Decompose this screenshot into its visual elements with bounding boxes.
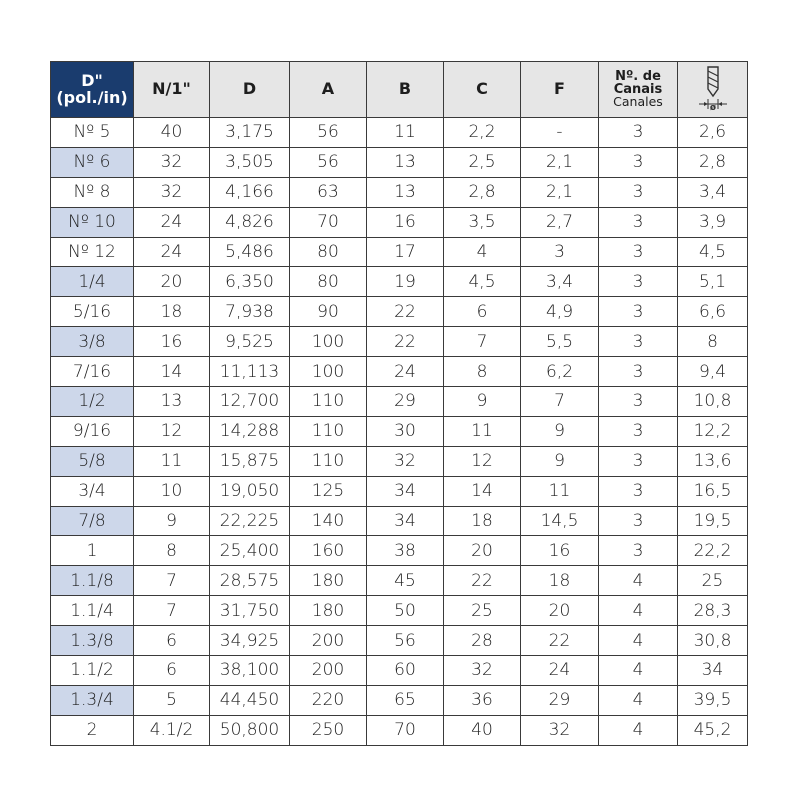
cell-length-c: 28: [444, 626, 521, 656]
cell-length-f: 2,1: [521, 147, 599, 177]
cell-length-a: 140: [290, 506, 367, 536]
cell-length-a: 100: [290, 357, 367, 387]
cell-length-a: 200: [290, 626, 367, 656]
table-row: [51, 656, 748, 686]
cell-flutes: 4: [599, 685, 678, 715]
cell-size: 1: [51, 536, 134, 566]
header-canais-line2: Canais: [613, 82, 663, 98]
cell-length-f: 22: [521, 626, 599, 656]
cell-diameter-mm: 34,925: [210, 626, 290, 656]
table-header: [51, 62, 748, 118]
cell-diameter-mm: 28,575: [210, 566, 290, 596]
cell-drill-diameter: 5,1: [678, 267, 748, 297]
cell-length-f: 11: [521, 476, 599, 506]
cell-flutes: 3: [599, 506, 678, 536]
cell-length-b: 38: [367, 536, 444, 566]
cell-length-f: 18: [521, 566, 599, 596]
cell-diameter-mm: 9,525: [210, 327, 290, 357]
cell-threads-per-inch: 9: [134, 506, 210, 536]
cell-drill-diameter: 6,6: [678, 297, 748, 327]
cell-diameter-mm: 4,166: [210, 177, 290, 207]
cell-drill-diameter: 45,2: [678, 715, 748, 745]
cell-length-c: 36: [444, 685, 521, 715]
cell-threads-per-inch: 13: [134, 387, 210, 417]
table-row: [51, 207, 748, 237]
cell-diameter-mm: 5,486: [210, 237, 290, 267]
cell-length-b: 34: [367, 506, 444, 536]
cell-diameter-mm: 14,288: [210, 416, 290, 446]
cell-length-a: 160: [290, 536, 367, 566]
cell-size: 1.1/2: [51, 656, 134, 686]
cell-drill-diameter: 16,5: [678, 476, 748, 506]
cell-size: Nº 8: [51, 177, 134, 207]
cell-threads-per-inch: 6: [134, 626, 210, 656]
cell-length-f: 5,5: [521, 327, 599, 357]
cell-threads-per-inch: 18: [134, 297, 210, 327]
cell-length-c: 9: [444, 387, 521, 417]
cell-threads-per-inch: 6: [134, 656, 210, 686]
cell-drill-diameter: 28,3: [678, 596, 748, 626]
cell-length-c: 14: [444, 476, 521, 506]
cell-length-c: 32: [444, 656, 521, 686]
cell-length-c: 8: [444, 357, 521, 387]
cell-diameter-mm: 6,350: [210, 267, 290, 297]
header-pol-in-label: (pol./in): [56, 87, 128, 107]
table-body: [51, 118, 748, 746]
cell-threads-per-inch: 40: [134, 118, 210, 148]
cell-flutes: 4: [599, 596, 678, 626]
cell-length-b: 19: [367, 267, 444, 297]
table-row: [51, 387, 748, 417]
cell-length-c: 18: [444, 506, 521, 536]
cell-diameter-mm: 15,875: [210, 446, 290, 476]
cell-length-a: 180: [290, 566, 367, 596]
cell-diameter-mm: 3,175: [210, 118, 290, 148]
cell-length-a: 180: [290, 596, 367, 626]
cell-flutes: 4: [599, 566, 678, 596]
table-row: [51, 237, 748, 267]
cell-length-a: 110: [290, 446, 367, 476]
cell-length-a: 63: [290, 177, 367, 207]
table-row: [51, 446, 748, 476]
table-row: [51, 596, 748, 626]
cell-length-b: 70: [367, 715, 444, 745]
cell-length-a: 80: [290, 267, 367, 297]
cell-length-f: 32: [521, 715, 599, 745]
cell-drill-diameter: 22,2: [678, 536, 748, 566]
header-a: A: [290, 62, 367, 118]
table-row: [51, 506, 748, 536]
cell-flutes: 3: [599, 237, 678, 267]
table-row: [51, 147, 748, 177]
cell-diameter-mm: 11,113: [210, 357, 290, 387]
cell-size: 1/2: [51, 387, 134, 417]
cell-length-c: 4: [444, 237, 521, 267]
cell-diameter-mm: 3,505: [210, 147, 290, 177]
cell-length-f: 2,7: [521, 207, 599, 237]
cell-size: Nº 12: [51, 237, 134, 267]
cell-length-a: 56: [290, 147, 367, 177]
cell-threads-per-inch: 5: [134, 685, 210, 715]
cell-size: 9/16: [51, 416, 134, 446]
cell-length-b: 22: [367, 327, 444, 357]
cell-length-b: 16: [367, 207, 444, 237]
table-row: [51, 416, 748, 446]
cell-length-b: 60: [367, 656, 444, 686]
cell-threads-per-inch: 20: [134, 267, 210, 297]
cell-length-f: 6,2: [521, 357, 599, 387]
cell-length-a: 220: [290, 685, 367, 715]
cell-size: 3/8: [51, 327, 134, 357]
cell-drill-diameter: 2,6: [678, 118, 748, 148]
cell-diameter-mm: 12,700: [210, 387, 290, 417]
cell-length-f: 24: [521, 656, 599, 686]
cell-length-f: 29: [521, 685, 599, 715]
header-canais: [599, 62, 678, 118]
table-row: [51, 566, 748, 596]
cell-diameter-mm: 7,938: [210, 297, 290, 327]
cell-drill-diameter: 3,9: [678, 207, 748, 237]
header-canales: Canales: [613, 94, 663, 110]
cell-threads-per-inch: 24: [134, 237, 210, 267]
header-d-label: D": [81, 70, 103, 90]
cell-diameter-mm: 25,400: [210, 536, 290, 566]
cell-threads-per-inch: 12: [134, 416, 210, 446]
table-row: [51, 536, 748, 566]
cell-length-a: 110: [290, 387, 367, 417]
cell-drill-diameter: 30,8: [678, 626, 748, 656]
cell-length-f: 9: [521, 446, 599, 476]
cell-length-c: 22: [444, 566, 521, 596]
cell-size: 1.3/4: [51, 685, 134, 715]
cell-threads-per-inch: 32: [134, 147, 210, 177]
cell-flutes: 3: [599, 327, 678, 357]
cell-drill-diameter: 19,5: [678, 506, 748, 536]
cell-length-b: 30: [367, 416, 444, 446]
cell-size: 3/4: [51, 476, 134, 506]
cell-drill-diameter: 3,4: [678, 177, 748, 207]
cell-threads-per-inch: 10: [134, 476, 210, 506]
cell-length-c: 4,5: [444, 267, 521, 297]
cell-length-b: 17: [367, 237, 444, 267]
cell-threads-per-inch: 16: [134, 327, 210, 357]
cell-threads-per-inch: 4.1/2: [134, 715, 210, 745]
header-d: D: [210, 62, 290, 118]
cell-size: 1/4: [51, 267, 134, 297]
cell-flutes: 3: [599, 357, 678, 387]
cell-length-c: 40: [444, 715, 521, 745]
cell-size: 1.3/8: [51, 626, 134, 656]
cell-diameter-mm: 38,100: [210, 656, 290, 686]
diameter-symbol: ø: [709, 102, 716, 111]
cell-length-f: 16: [521, 536, 599, 566]
cell-length-a: 200: [290, 656, 367, 686]
cell-flutes: 3: [599, 387, 678, 417]
cell-length-c: 25: [444, 596, 521, 626]
cell-threads-per-inch: 11: [134, 446, 210, 476]
cell-threads-per-inch: 24: [134, 207, 210, 237]
cell-size: 7/8: [51, 506, 134, 536]
cell-threads-per-inch: 8: [134, 536, 210, 566]
cell-threads-per-inch: 7: [134, 566, 210, 596]
header-c: C: [444, 62, 521, 118]
cell-flutes: 3: [599, 147, 678, 177]
cell-length-c: 11: [444, 416, 521, 446]
tap-spec-table: [50, 61, 748, 746]
cell-diameter-mm: 50,800: [210, 715, 290, 745]
cell-size: 2: [51, 715, 134, 745]
cell-diameter-mm: 4,826: [210, 207, 290, 237]
cell-length-f: 3: [521, 237, 599, 267]
cell-threads-per-inch: 7: [134, 596, 210, 626]
cell-flutes: 4: [599, 626, 678, 656]
cell-drill-diameter: 9,4: [678, 357, 748, 387]
cell-length-b: 13: [367, 147, 444, 177]
cell-length-a: 110: [290, 416, 367, 446]
cell-drill-diameter: 12,2: [678, 416, 748, 446]
cell-drill-diameter: 25: [678, 566, 748, 596]
cell-drill-diameter: 4,5: [678, 237, 748, 267]
cell-length-b: 11: [367, 118, 444, 148]
cell-size: Nº 10: [51, 207, 134, 237]
cell-drill-diameter: 10,8: [678, 387, 748, 417]
cell-flutes: 3: [599, 177, 678, 207]
cell-length-b: 50: [367, 596, 444, 626]
cell-length-b: 24: [367, 357, 444, 387]
cell-length-f: 2,1: [521, 177, 599, 207]
cell-length-a: 125: [290, 476, 367, 506]
cell-length-a: 70: [290, 207, 367, 237]
header-drill-diameter: [678, 62, 748, 118]
cell-length-c: 2,5: [444, 147, 521, 177]
table-row: [51, 118, 748, 148]
cell-length-b: 22: [367, 297, 444, 327]
cell-length-c: 6: [444, 297, 521, 327]
cell-length-f: -: [521, 118, 599, 148]
cell-length-c: 12: [444, 446, 521, 476]
cell-size: Nº 5: [51, 118, 134, 148]
cell-length-c: 7: [444, 327, 521, 357]
cell-drill-diameter: 34: [678, 656, 748, 686]
table-row: [51, 715, 748, 745]
header-d-pol-in: [51, 62, 134, 118]
cell-length-c: 2,2: [444, 118, 521, 148]
table-row: [51, 177, 748, 207]
cell-length-b: 13: [367, 177, 444, 207]
cell-threads-per-inch: 14: [134, 357, 210, 387]
cell-flutes: 3: [599, 446, 678, 476]
cell-length-c: 3,5: [444, 207, 521, 237]
cell-length-f: 4,9: [521, 297, 599, 327]
cell-length-c: 20: [444, 536, 521, 566]
cell-flutes: 3: [599, 207, 678, 237]
cell-diameter-mm: 22,225: [210, 506, 290, 536]
cell-length-a: 56: [290, 118, 367, 148]
cell-size: 1.1/8: [51, 566, 134, 596]
table-row: [51, 685, 748, 715]
cell-drill-diameter: 13,6: [678, 446, 748, 476]
cell-length-f: 3,4: [521, 267, 599, 297]
cell-length-b: 56: [367, 626, 444, 656]
cell-length-c: 2,8: [444, 177, 521, 207]
cell-flutes: 3: [599, 267, 678, 297]
cell-length-f: 20: [521, 596, 599, 626]
cell-diameter-mm: 44,450: [210, 685, 290, 715]
cell-size: Nº 6: [51, 147, 134, 177]
cell-flutes: 3: [599, 416, 678, 446]
drill-diameter-icon: [693, 65, 733, 111]
header-canais-line1: Nº. de: [615, 69, 661, 85]
cell-flutes: 3: [599, 476, 678, 506]
cell-size: 5/8: [51, 446, 134, 476]
table-row: [51, 357, 748, 387]
cell-length-a: 100: [290, 327, 367, 357]
cell-length-b: 32: [367, 446, 444, 476]
cell-drill-diameter: 8: [678, 327, 748, 357]
cell-diameter-mm: 19,050: [210, 476, 290, 506]
table-row: [51, 327, 748, 357]
table-row: [51, 476, 748, 506]
cell-diameter-mm: 31,750: [210, 596, 290, 626]
header-n: N/1": [134, 62, 210, 118]
cell-size: 5/16: [51, 297, 134, 327]
cell-length-f: 9: [521, 416, 599, 446]
cell-flutes: 3: [599, 536, 678, 566]
cell-size: 1.1/4: [51, 596, 134, 626]
cell-flutes: 4: [599, 715, 678, 745]
table-row: [51, 297, 748, 327]
table-row: [51, 626, 748, 656]
cell-length-a: 80: [290, 237, 367, 267]
cell-length-a: 90: [290, 297, 367, 327]
cell-length-a: 250: [290, 715, 367, 745]
header-b: B: [367, 62, 444, 118]
cell-length-f: 14,5: [521, 506, 599, 536]
cell-length-b: 29: [367, 387, 444, 417]
cell-threads-per-inch: 32: [134, 177, 210, 207]
cell-length-b: 34: [367, 476, 444, 506]
cell-drill-diameter: 39,5: [678, 685, 748, 715]
header-f: F: [521, 62, 599, 118]
cell-size: 7/16: [51, 357, 134, 387]
table-row: [51, 267, 748, 297]
cell-flutes: 4: [599, 656, 678, 686]
cell-flutes: 3: [599, 118, 678, 148]
cell-flutes: 3: [599, 297, 678, 327]
cell-length-b: 65: [367, 685, 444, 715]
cell-length-b: 45: [367, 566, 444, 596]
cell-length-f: 7: [521, 387, 599, 417]
cell-drill-diameter: 2,8: [678, 147, 748, 177]
